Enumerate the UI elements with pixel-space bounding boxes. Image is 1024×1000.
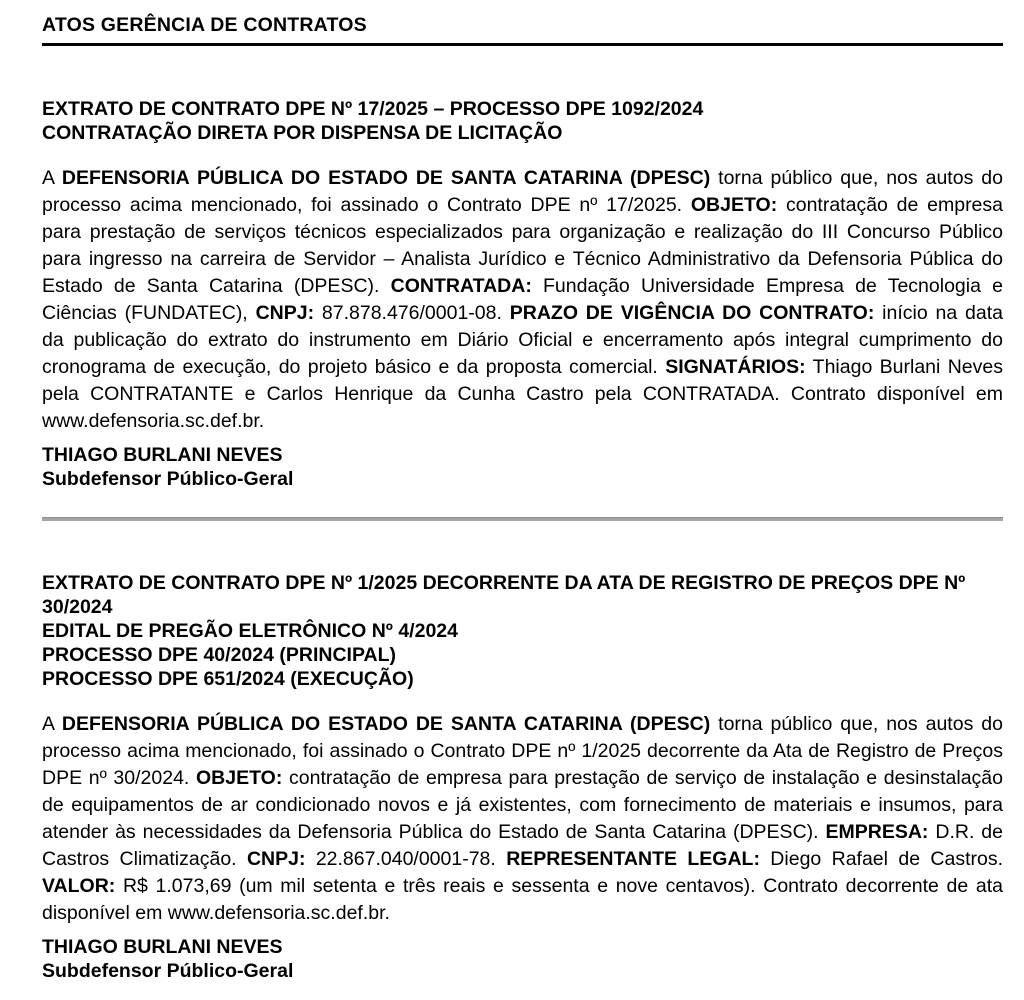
contract-entry-1 <box>42 97 1003 491</box>
signature-block <box>42 443 1003 491</box>
signature-name: THIAGO BURLANI NEVES <box>42 444 283 466</box>
entry-title: EXTRATO DE CONTRATO DPE Nº 17/2025 – PROCESSO DPE 1092/2024 CONTRATAÇÃO DIRETA POR DISPENSA DE LICITAÇÃO <box>42 98 704 144</box>
signature-block <box>42 935 1003 983</box>
entry-body: A DEFENSORIA PÚBLICA DO ESTADO DE SANTA CATARINA (DPESC) torna público que, nos autos do processo acima mencionado, foi assinado o Contrato DPE nº 17/2025. OBJETO: contratação de empresa para prestação de serviços técnicos especializados para organização e realização do III Concurso Público para ingresso na carreira de Servidor – Analista Jurídico e Técnico Administrativo da Defensoria Pública do Estado de Santa Catarina (DPESC). CONTRATADA: Fundação Universidade Empresa de Tecnologia e Ciências (FUNDATEC), CNPJ: 87.878.476/0001-08. PRAZO DE VIGÊNCIA DO CONTRATO: início na data da publicação do extrato do instrumento em Diário Oficial e encerramento após integral cumprimento do cronograma de execução, do projeto básico e da proposta comercial. SIGNATÁRIOS: Thiago Burlani Neves pela CONTRATANTE e Carlos Henrique da Cunha Castro pela CONTRATADA. Contrato disponível em www.defensoria.sc.def.br. <box>42 167 1004 432</box>
document-header <box>42 12 1003 46</box>
signature-name: THIAGO BURLANI NEVES <box>42 936 283 958</box>
page-title: ATOS GERÊNCIA DE CONTRATOS <box>42 14 367 36</box>
header-rule <box>42 43 1003 46</box>
contract-entry-2 <box>42 571 1003 983</box>
section-divider <box>42 517 1003 521</box>
signature-role: Subdefensor Público-Geral <box>42 468 294 490</box>
signature-role: Subdefensor Público-Geral <box>42 960 294 982</box>
entry-title: EXTRATO DE CONTRATO DPE Nº 1/2025 DECORRENTE DA ATA DE REGISTRO DE PREÇOS DPE Nº 30/2024 EDITAL DE PREGÃO ELETRÔNICO Nº 4/2024 PROCESSO DPE 40/2024 (PRINCIPAL) PROCESSO DPE 651/2024 (EXECUÇÃO) <box>42 572 966 690</box>
entry-body: A DEFENSORIA PÚBLICA DO ESTADO DE SANTA CATARINA (DPESC) torna público que, nos autos do processo acima mencionado, foi assinado o Contrato DPE nº 1/2025 decorrente da Ata de Registro de Preços DPE nº 30/2024. OBJETO: contratação de empresa para prestação de serviço de instalação e desinstalação de equipamentos de ar condicionado novos e já existentes, com fornecimento de materiais e insumos, para atender às necessidades da Defensoria Pública do Estado de Santa Catarina (DPESC). EMPRESA: D.R. de Castros Climatização. CNPJ: 22.867.040/0001-78. REPRESENTANTE LEGAL: Diego Rafael de Castros. VALOR: R$ 1.073,69 (um mil setenta e três reais e sessenta e nove centavos). Contrato decorrente de ata disponível em www.defensoria.sc.def.br. <box>42 713 1003 924</box>
